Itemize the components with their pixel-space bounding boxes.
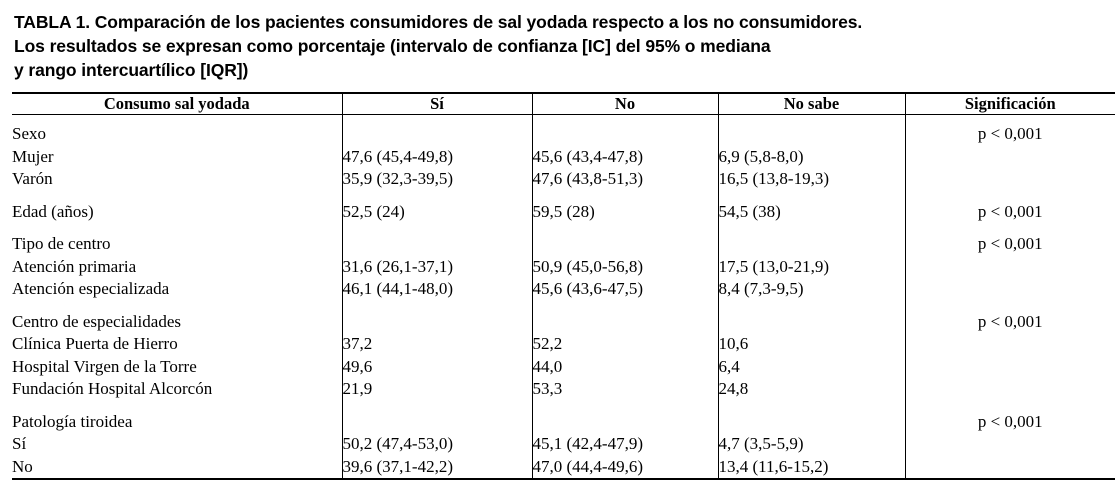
- cell-si: 47,6 (45,4-49,8): [342, 146, 532, 169]
- cell-si: [342, 115, 532, 146]
- cell-no: 45,6 (43,6-47,5): [532, 278, 718, 301]
- table-caption: [14, 10, 1111, 82]
- cell-significacion: [905, 333, 1115, 356]
- spacer-cell: [12, 301, 342, 311]
- cell-no-sabe: 10,6: [718, 333, 905, 356]
- column-header-no: No: [532, 93, 718, 115]
- cell-no: 53,3: [532, 378, 718, 401]
- caption-line-1: TABLA 1. Comparación de los pacientes consumidores de sal yodada respecto a los no consumidores.: [14, 12, 863, 32]
- table-spacer-row: [12, 191, 1115, 201]
- cell-si: 31,6 (26,1-37,1): [342, 256, 532, 279]
- cell-significacion: [905, 256, 1115, 279]
- spacer-cell: [532, 223, 718, 233]
- table-body: [12, 115, 1115, 480]
- cell-si: 46,1 (44,1-48,0): [342, 278, 532, 301]
- row-sub-label: Mujer: [12, 146, 54, 166]
- cell-si: 52,5 (24): [342, 201, 532, 224]
- row-group-label: Tipo de centro: [12, 234, 111, 253]
- cell-no: 47,6 (43,8-51,3): [532, 168, 718, 191]
- table-row: [12, 256, 1115, 279]
- cell-no-sabe: 4,7 (3,5-5,9): [718, 433, 905, 456]
- table-spacer-row: [12, 223, 1115, 233]
- table-row: [12, 146, 1115, 169]
- cell-significacion: p < 0,001: [905, 201, 1115, 224]
- spacer-cell: [342, 223, 532, 233]
- table-spacer-row: [12, 401, 1115, 411]
- row-group-label: Sexo: [12, 124, 46, 143]
- table-head: [12, 93, 1115, 115]
- caption-line-2: Los resultados se expresan como porcentaje (intervalo de confianza [IC] del 95% o mediana: [14, 36, 771, 56]
- cell-no: 59,5 (28): [532, 201, 718, 224]
- table-row: [12, 356, 1115, 379]
- row-group-label: Edad (años): [12, 201, 94, 221]
- cell-significacion: [905, 456, 1115, 480]
- table-row: [12, 456, 1115, 480]
- row-group-label: Patología tiroidea: [12, 411, 133, 431]
- table-row: [12, 378, 1115, 401]
- row-sub-label: Fundación Hospital Alcorcón: [12, 379, 213, 398]
- spacer-cell: [905, 301, 1115, 311]
- cell-no-sabe: [718, 411, 905, 434]
- cell-no: [532, 311, 718, 334]
- cell-significacion: p < 0,001: [905, 233, 1115, 256]
- spacer-cell: [342, 191, 532, 201]
- cell-no: 44,0: [532, 356, 718, 379]
- spacer-cell: [905, 191, 1115, 201]
- cell-significacion: p < 0,001: [905, 115, 1115, 146]
- cell-no: 47,0 (44,4-49,6): [532, 456, 718, 480]
- row-sub-label: Atención primaria: [12, 256, 137, 276]
- cell-si: [342, 311, 532, 334]
- cell-si: 50,2 (47,4-53,0): [342, 433, 532, 456]
- spacer-cell: [342, 301, 532, 311]
- cell-no-sabe: 24,8: [718, 378, 905, 401]
- cell-no: 45,1 (42,4-47,9): [532, 433, 718, 456]
- caption-line-3: y rango intercuartílico [IQR]): [14, 60, 249, 80]
- row-sub-label: Hospital Virgen de la Torre: [12, 356, 197, 376]
- table-row: [12, 168, 1115, 191]
- cell-significacion: [905, 356, 1115, 379]
- cell-significacion: [905, 146, 1115, 169]
- table-row: [12, 411, 1115, 434]
- spacer-cell: [532, 301, 718, 311]
- spacer-cell: [718, 191, 905, 201]
- cell-si: 35,9 (32,3-39,5): [342, 168, 532, 191]
- cell-no: [532, 115, 718, 146]
- cell-si: 39,6 (37,1-42,2): [342, 456, 532, 480]
- cell-si: 49,6: [342, 356, 532, 379]
- spacer-cell: [12, 191, 342, 201]
- spacer-cell: [532, 401, 718, 411]
- cell-significacion: [905, 168, 1115, 191]
- cell-no-sabe: 17,5 (13,0-21,9): [718, 256, 905, 279]
- table-row: [12, 115, 1115, 146]
- spacer-cell: [718, 401, 905, 411]
- cell-no: 50,9 (45,0-56,8): [532, 256, 718, 279]
- cell-no-sabe: [718, 233, 905, 256]
- row-sub-label: Atención especializada: [12, 279, 170, 298]
- spacer-cell: [905, 223, 1115, 233]
- table-row: [12, 278, 1115, 301]
- row-sub-label: Sí: [12, 434, 27, 453]
- cell-significacion: [905, 278, 1115, 301]
- spacer-cell: [718, 223, 905, 233]
- cell-no: [532, 233, 718, 256]
- row-group-label: Centro de especialidades: [12, 311, 181, 331]
- cell-no-sabe: 8,4 (7,3-9,5): [718, 278, 905, 301]
- spacer-cell: [12, 401, 342, 411]
- cell-no: [532, 411, 718, 434]
- row-sub-label: No: [12, 456, 342, 480]
- header-row: [12, 93, 1115, 115]
- column-header-consumo: Consumo sal yodada: [12, 93, 342, 115]
- table-row: [12, 433, 1115, 456]
- table-row: [12, 233, 1115, 256]
- column-header-si: Sí: [342, 93, 532, 115]
- cell-no-sabe: 13,4 (11,6-15,2): [718, 456, 905, 480]
- spacer-cell: [905, 401, 1115, 411]
- cell-si: [342, 411, 532, 434]
- spacer-cell: [532, 191, 718, 201]
- column-header-no-sabe: No sabe: [718, 93, 905, 115]
- cell-significacion: [905, 378, 1115, 401]
- cell-si: [342, 233, 532, 256]
- cell-no-sabe: [718, 311, 905, 334]
- cell-significacion: [905, 433, 1115, 456]
- cell-no: 52,2: [532, 333, 718, 356]
- comparison-table: [12, 92, 1115, 480]
- cell-no-sabe: 6,4: [718, 356, 905, 379]
- table-row: [12, 201, 1115, 224]
- cell-no-sabe: 6,9 (5,8-8,0): [718, 146, 905, 169]
- cell-no-sabe: [718, 115, 905, 146]
- cell-significacion: p < 0,001: [905, 411, 1115, 434]
- column-header-significacion: Significación: [905, 93, 1115, 115]
- table-row: [12, 333, 1115, 356]
- spacer-cell: [12, 223, 342, 233]
- cell-si: 21,9: [342, 378, 532, 401]
- cell-no-sabe: 54,5 (38): [718, 201, 905, 224]
- row-sub-label: Varón: [12, 169, 53, 188]
- row-sub-label: Clínica Puerta de Hierro: [12, 334, 178, 353]
- spacer-cell: [342, 401, 532, 411]
- cell-no-sabe: 16,5 (13,8-19,3): [718, 168, 905, 191]
- table-row: [12, 311, 1115, 334]
- cell-no: 45,6 (43,4-47,8): [532, 146, 718, 169]
- table-spacer-row: [12, 301, 1115, 311]
- cell-si: 37,2: [342, 333, 532, 356]
- spacer-cell: [718, 301, 905, 311]
- cell-significacion: p < 0,001: [905, 311, 1115, 334]
